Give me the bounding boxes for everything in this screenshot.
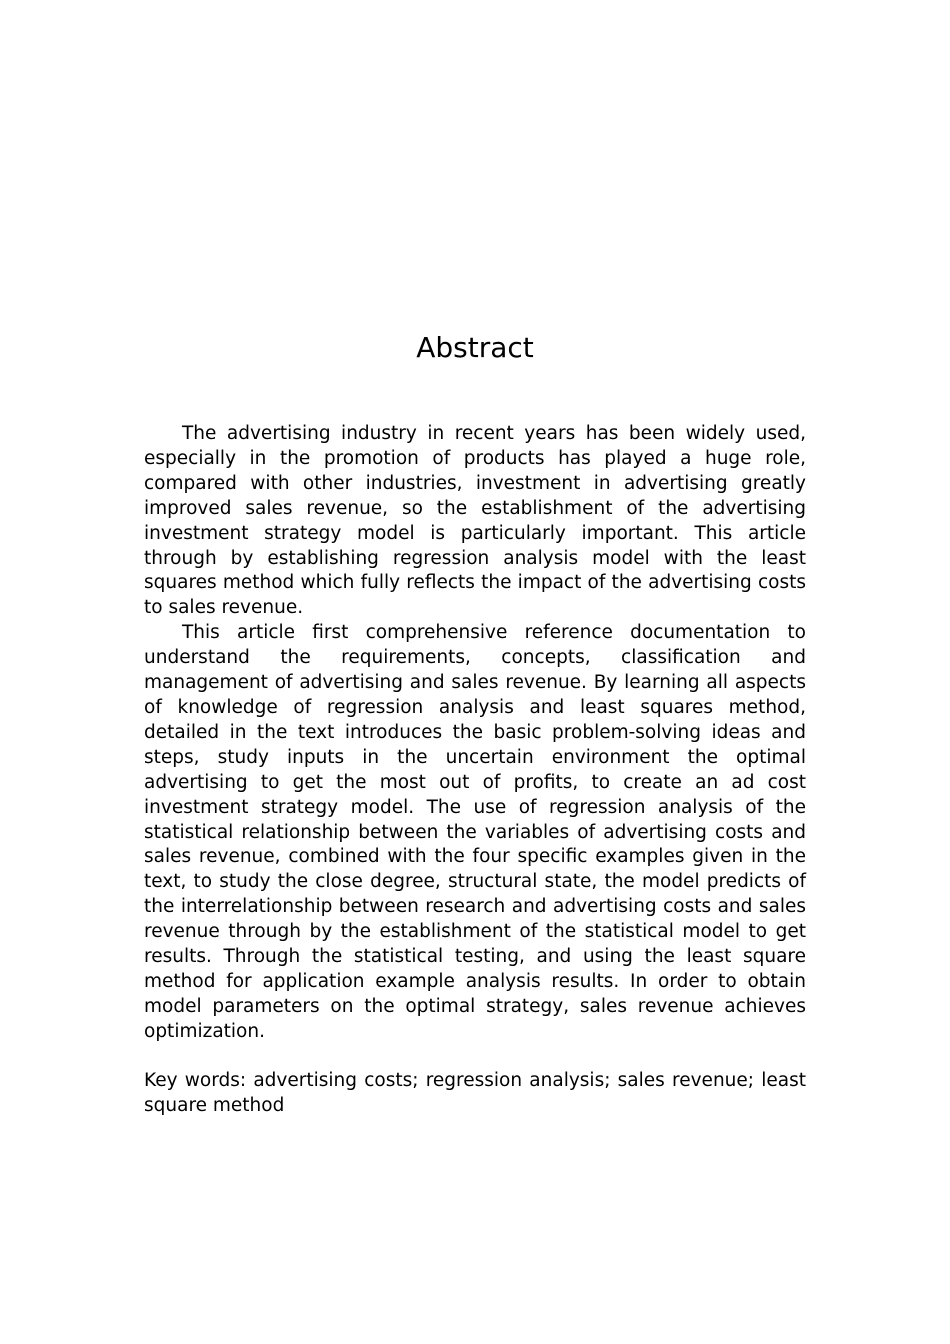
abstract-body (144, 422, 806, 1045)
abstract-paragraph-1: The advertising industry in recent years has been widely used, especially in the promotion of products has played a huge role, compared with other industries, investment in advertising greatly improved sales revenue, so the establishment of the advertising investment strategy model is particularly important. This article through by establishing regression analysis model with the least squares method which fully reflects the impact of the advertising costs to sales revenue. (144, 423, 806, 619)
abstract-paragraph-2: This article first comprehensive reference documentation to understand the requirements, concepts, classification and management of advertising and sales revenue. By learning all aspects of knowledge of regression analysis and least squares method, detailed in the text introduces the basic problem-solving ideas and steps, study inputs in the uncertain environment the optimal advertising to get the most out of profits, to create an ad cost investment strategy model. The use of regression analysis of the statistical relationship between the variables of advertising costs and sales revenue, combined with the four specific examples given in the text, to study the close degree, structural state, the model predicts of the interrelationship between research and advertising costs and sales revenue through by the establishment of the statistical model to get results. Through the statistical testing, and using the least square method for application example analysis results. In order to obtain model parameters on the optimal strategy, sales revenue achieves optimization. (144, 622, 806, 1042)
page-title: Abstract (416, 331, 534, 364)
keywords-line: Key words: advertising costs; regression analysis; sales revenue; least square method (144, 1070, 806, 1116)
